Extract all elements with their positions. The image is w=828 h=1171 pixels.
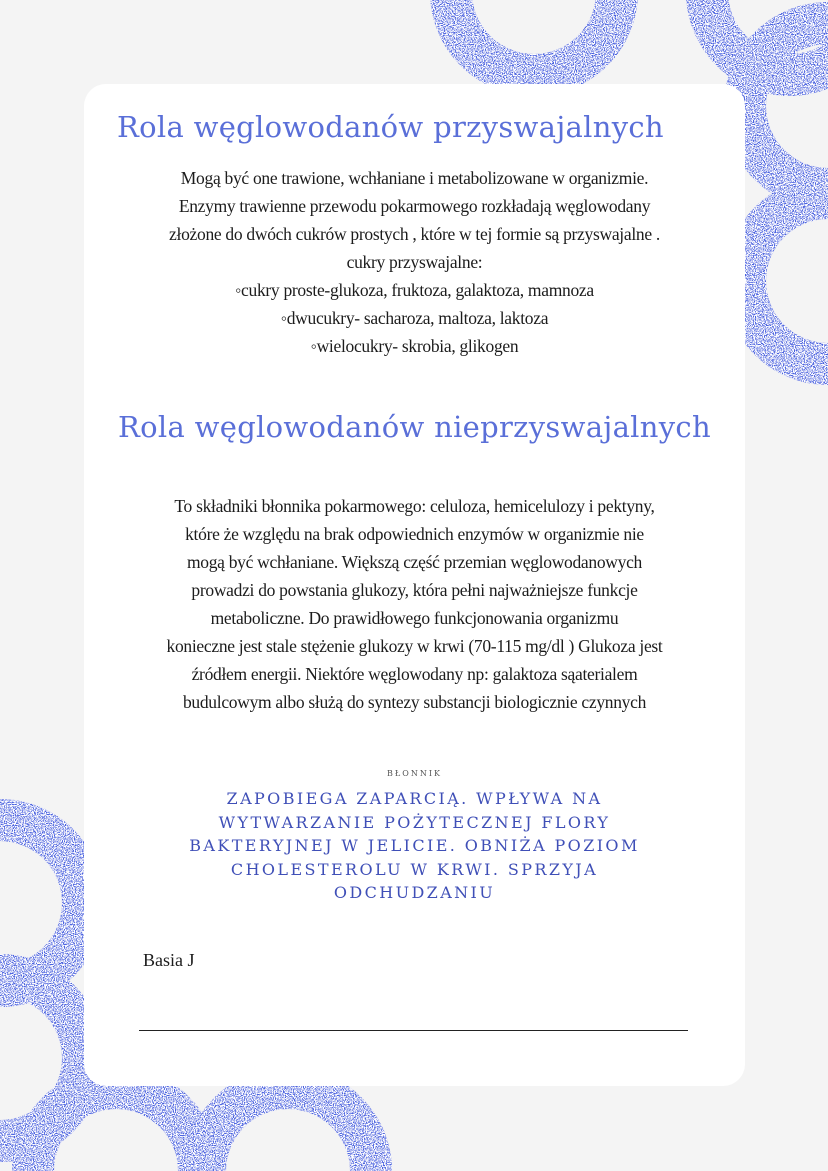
list-heading: cukry przyswajalne: — [346, 252, 483, 272]
signature-line — [139, 1030, 688, 1031]
paragraph-line: źródłem energii. Niektóre węglowodany np: galaktoza sąaterialem — [191, 664, 638, 684]
fiber-description — [84, 787, 745, 905]
indigestible-carbs-paragraph — [84, 492, 745, 716]
paragraph-line: metaboliczne. Do prawidłowego funkcjonowania organizmu — [210, 608, 619, 628]
fiber-label: BŁONNIK — [387, 769, 442, 778]
paragraph-line: złożone do dwóch cukrów prostych , które w tej formie są przyswajalne . — [169, 224, 660, 244]
paragraph-line: To składniki błonnika pokarmowego: celuloza, hemicelulozy i pektyny, — [174, 496, 655, 516]
paragraph-line: które że względu na brak odpowiednich enzymów w organizmie nie — [185, 524, 644, 544]
fiber-line: ZAPOBIEGA ZAPARCIĄ. WPŁYWA NA — [226, 789, 603, 808]
paragraph-line: Mogą być one trawione, wchłaniane i metabolizowane w organizmie. — [180, 168, 649, 188]
content-card — [84, 84, 745, 1086]
paragraph-line: budulcowym albo służą do syntezy substancji biologicznie czynnych — [182, 692, 647, 712]
fiber-line: WYTWARZANIE POŻYTECZNEJ FLORY — [218, 812, 611, 832]
paragraph-line: Enzymy trawienne przewodu pokarmowego rozkładają węglowodany — [178, 196, 651, 216]
fiber-line: BAKTERYJNEJ W JELICIE. OBNIŻA POZIOM — [189, 836, 640, 855]
list-item: ◦wielocukry- skrobia, glikogen — [310, 336, 519, 356]
digestible-carbs-paragraph — [84, 164, 745, 360]
fiber-line: CHOLESTEROLU W KRWI. SPRZYJA — [230, 859, 599, 879]
paragraph-line: konieczne jest stale stężenie glukozy w krwi (70-115 mg/dl ) Glukoza jest — [166, 636, 663, 656]
list-item: ◦cukry proste-glukoza, fruktoza, galaktoza, mamnoza — [235, 280, 594, 300]
digestible-carbs-heading: Rola węglowodanów przyswajalnych — [117, 110, 664, 144]
fiber-line: ODCHUDZANIU — [333, 883, 496, 902]
indigestible-carbs-heading: Rola węglowodanów nieprzyswajalnych — [118, 410, 711, 444]
paragraph-line: prowadzi do powstania glukozy, która pełni najważniejsze funkcje — [191, 580, 638, 600]
author-signature: Basia J — [143, 950, 195, 970]
paragraph-line: mogą być wchłaniane. Większą część przemian węglowodanowych — [186, 552, 643, 572]
list-item: ◦dwucukry- sacharoza, maltoza, laktoza — [280, 308, 549, 328]
